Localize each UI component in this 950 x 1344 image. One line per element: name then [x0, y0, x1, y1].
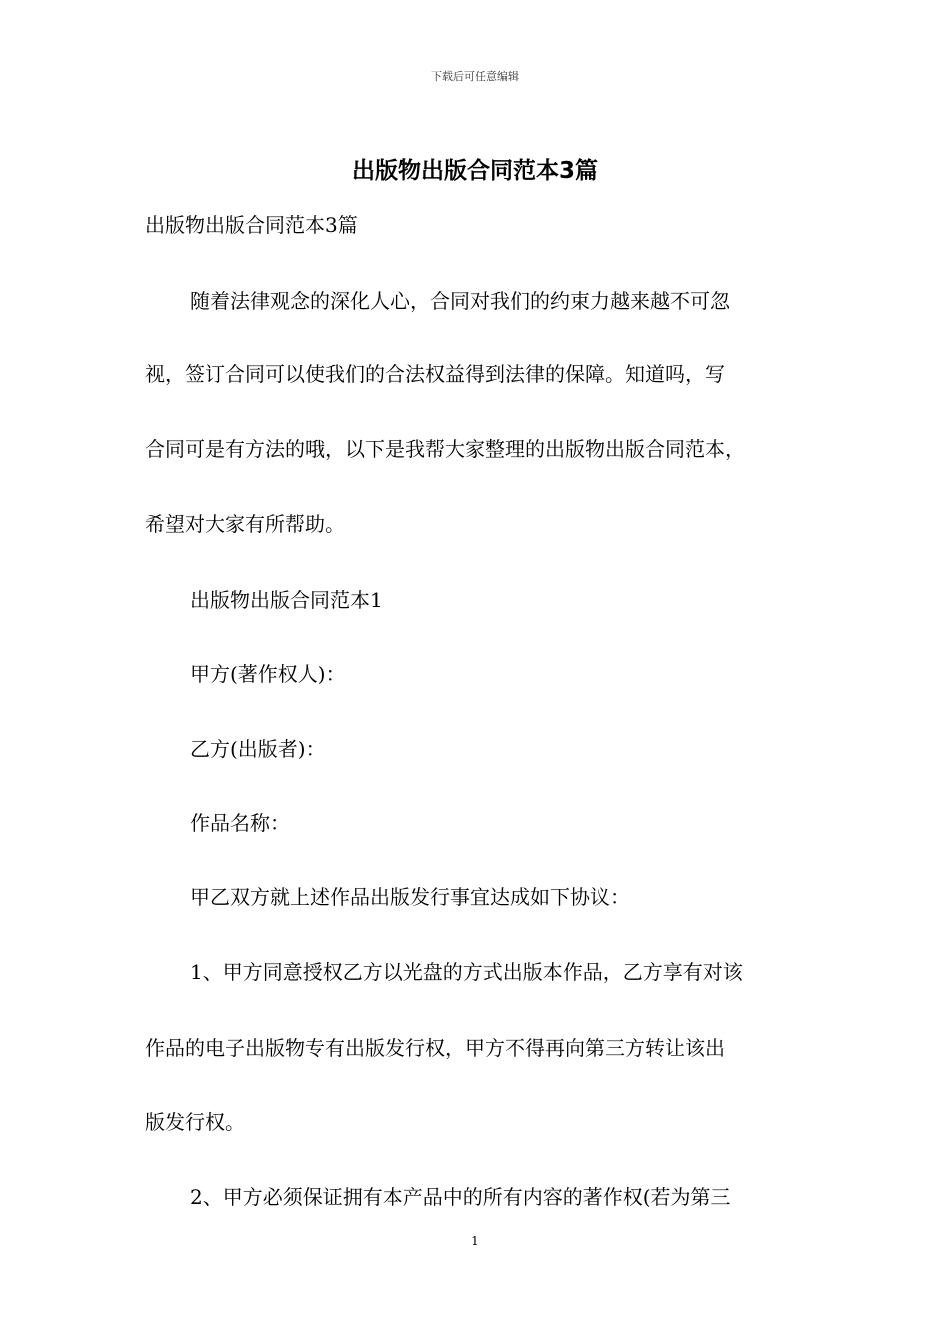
clause-line: 2、甲方必须保证拥有本产品中的所有内容的著作权(若为第三	[190, 1185, 731, 1209]
clause-line: 版发行权。	[145, 1110, 245, 1134]
page-number: 1	[471, 1234, 479, 1248]
work-title-line: 作品名称：	[190, 811, 290, 835]
clause-line: 作品的电子出版物专有出版发行权，甲方不得再向第三方转让该出	[145, 1036, 725, 1060]
paragraph-line: 甲乙双方就上述作品出版发行事宜达成如下协议：	[190, 885, 630, 909]
paragraph-line: 视，签订合同可以使我们的合法权益得到法律的保障。知道吗，写	[145, 362, 725, 386]
section-heading: 出版物出版合同范本1	[190, 588, 383, 612]
clause-line: 1、甲方同意授权乙方以光盘的方式出版本作品，乙方享有对该	[190, 960, 743, 984]
document-title: 出版物出版合同范本3篇	[351, 158, 598, 184]
paragraph-line: 希望对大家有所帮助。	[145, 512, 345, 536]
document-subtitle: 出版物出版合同范本3篇	[145, 213, 358, 237]
party-a-line: 甲方(著作权人)：	[190, 662, 346, 686]
header-note: 下载后可任意编辑	[431, 70, 519, 83]
paragraph-line: 随着法律观念的深化人心，合同对我们的约束力越来越不可忽	[190, 289, 730, 313]
paragraph-line: 合同可是有方法的哦，以下是我帮大家整理的出版物出版合同范本，	[145, 437, 745, 461]
party-b-line: 乙方(出版者)：	[190, 737, 326, 761]
